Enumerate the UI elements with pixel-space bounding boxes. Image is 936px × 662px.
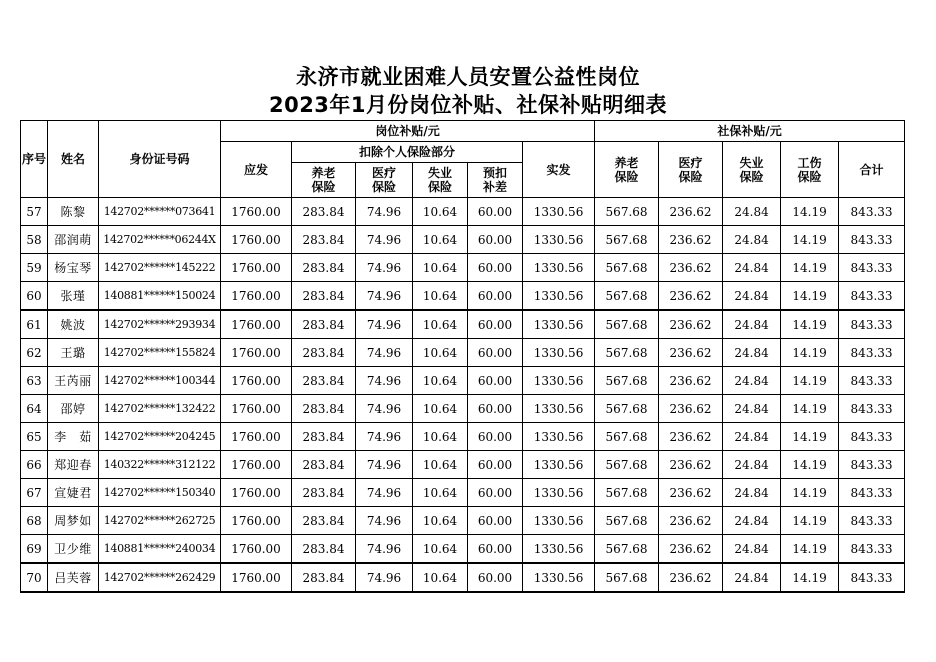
cell-medical: 74.96: [356, 198, 413, 226]
cell-social-medical: 236.62: [659, 563, 723, 592]
header-unemployment-text: 失业保险: [427, 166, 452, 194]
cell-total: 843.33: [839, 282, 905, 311]
cell-name: 郑迎春: [48, 451, 99, 479]
table-row: [21, 507, 905, 535]
cell-social-medical: 236.62: [659, 282, 723, 311]
cell-id: 140322******312122: [99, 451, 221, 479]
cell-medical: 74.96: [356, 367, 413, 395]
cell-pension: 283.84: [292, 479, 356, 507]
cell-medical: 74.96: [356, 310, 413, 339]
table-row: [21, 535, 905, 564]
cell-total: 843.33: [839, 395, 905, 423]
cell-social-unemployment: 24.84: [723, 254, 781, 282]
cell-actual: 1330.56: [523, 282, 595, 311]
cell-unemployment: 10.64: [413, 563, 468, 592]
cell-social-unemployment: 24.84: [723, 310, 781, 339]
cell-payable: 1760.00: [221, 479, 292, 507]
cell-unemployment: 10.64: [413, 339, 468, 367]
cell-payable: 1760.00: [221, 310, 292, 339]
cell-payable: 1760.00: [221, 367, 292, 395]
header-social-pension: [595, 142, 659, 198]
cell-social-unemployment: 24.84: [723, 226, 781, 254]
cell-seq: 60: [21, 282, 48, 311]
header-social-pension-text: 养老保险: [614, 155, 639, 184]
document-title-line-2: 2023年1月份岗位补贴、社保补贴明细表: [268, 93, 668, 117]
cell-id: 142702******293934: [99, 310, 221, 339]
cell-withholding: 60.00: [468, 451, 523, 479]
header-social-medical-text: 医疗保险: [678, 155, 703, 184]
subsidy-table: [20, 120, 905, 593]
cell-social-pension: 567.68: [595, 535, 659, 564]
cell-social-medical: 236.62: [659, 339, 723, 367]
cell-withholding: 60.00: [468, 535, 523, 564]
cell-withholding: 60.00: [468, 507, 523, 535]
header-payable: 应发: [221, 142, 292, 198]
header-pension: [292, 163, 356, 198]
cell-id: 142702******204245: [99, 423, 221, 451]
cell-withholding: 60.00: [468, 339, 523, 367]
cell-social-unemployment: 24.84: [723, 198, 781, 226]
cell-social-medical: 236.62: [659, 423, 723, 451]
cell-social-medical: 236.62: [659, 451, 723, 479]
header-deduct-group: 扣除个人保险部分: [292, 142, 523, 163]
cell-withholding: 60.00: [468, 226, 523, 254]
header-withholding: [468, 163, 523, 198]
cell-actual: 1330.56: [523, 563, 595, 592]
cell-seq: 68: [21, 507, 48, 535]
cell-payable: 1760.00: [221, 395, 292, 423]
cell-pension: 283.84: [292, 282, 356, 311]
cell-payable: 1760.00: [221, 254, 292, 282]
header-social-subsidy: 社保补贴/元: [595, 121, 905, 142]
cell-seq: 58: [21, 226, 48, 254]
cell-seq: 57: [21, 198, 48, 226]
cell-social-pension: 567.68: [595, 226, 659, 254]
cell-medical: 74.96: [356, 339, 413, 367]
cell-total: 843.33: [839, 451, 905, 479]
cell-medical: 74.96: [356, 254, 413, 282]
cell-payable: 1760.00: [221, 282, 292, 311]
cell-payable: 1760.00: [221, 507, 292, 535]
header-pension-text: 养老保险: [311, 166, 336, 194]
cell-pension: 283.84: [292, 395, 356, 423]
cell-medical: 74.96: [356, 423, 413, 451]
cell-social-pension: 567.68: [595, 282, 659, 311]
cell-social-medical: 236.62: [659, 535, 723, 564]
cell-seq: 70: [21, 563, 48, 592]
cell-social-medical: 236.62: [659, 479, 723, 507]
cell-id: 142702******073641: [99, 198, 221, 226]
cell-social-injury: 14.19: [781, 535, 839, 564]
cell-id: 142702******132422: [99, 395, 221, 423]
cell-withholding: 60.00: [468, 423, 523, 451]
cell-seq: 64: [21, 395, 48, 423]
cell-actual: 1330.56: [523, 310, 595, 339]
cell-withholding: 60.00: [468, 479, 523, 507]
cell-social-unemployment: 24.84: [723, 282, 781, 311]
cell-medical: 74.96: [356, 507, 413, 535]
cell-pension: 283.84: [292, 451, 356, 479]
cell-actual: 1330.56: [523, 423, 595, 451]
cell-medical: 74.96: [356, 535, 413, 564]
cell-actual: 1330.56: [523, 226, 595, 254]
cell-id: 140881******240034: [99, 535, 221, 564]
cell-social-injury: 14.19: [781, 226, 839, 254]
cell-withholding: 60.00: [468, 563, 523, 592]
cell-id: 142702******155824: [99, 339, 221, 367]
cell-withholding: 60.00: [468, 367, 523, 395]
cell-social-pension: 567.68: [595, 507, 659, 535]
cell-social-injury: 14.19: [781, 479, 839, 507]
cell-seq: 67: [21, 479, 48, 507]
cell-name: 姚波: [48, 310, 99, 339]
cell-id: 142702******150340: [99, 479, 221, 507]
cell-id: 142702******100344: [99, 367, 221, 395]
cell-social-unemployment: 24.84: [723, 339, 781, 367]
cell-id: 142702******06244X: [99, 226, 221, 254]
cell-total: 843.33: [839, 198, 905, 226]
cell-name: 王璐: [48, 339, 99, 367]
cell-unemployment: 10.64: [413, 395, 468, 423]
header-social-unemployment: [723, 142, 781, 198]
table-row: [21, 310, 905, 339]
header-social-unemployment-text: 失业保险: [739, 155, 764, 184]
cell-withholding: 60.00: [468, 198, 523, 226]
cell-social-unemployment: 24.84: [723, 367, 781, 395]
cell-payable: 1760.00: [221, 563, 292, 592]
cell-seq: 62: [21, 339, 48, 367]
cell-actual: 1330.56: [523, 535, 595, 564]
cell-pension: 283.84: [292, 423, 356, 451]
cell-pension: 283.84: [292, 310, 356, 339]
cell-actual: 1330.56: [523, 198, 595, 226]
table-row: [21, 367, 905, 395]
cell-id: 142702******262429: [99, 563, 221, 592]
cell-name: 吕芙蓉: [48, 563, 99, 592]
cell-social-unemployment: 24.84: [723, 395, 781, 423]
cell-name: 杨宝琴: [48, 254, 99, 282]
cell-social-injury: 14.19: [781, 254, 839, 282]
table-row: [21, 395, 905, 423]
cell-total: 843.33: [839, 339, 905, 367]
cell-seq: 69: [21, 535, 48, 564]
cell-total: 843.33: [839, 367, 905, 395]
cell-pension: 283.84: [292, 563, 356, 592]
cell-social-injury: 14.19: [781, 563, 839, 592]
cell-total: 843.33: [839, 226, 905, 254]
cell-payable: 1760.00: [221, 339, 292, 367]
cell-unemployment: 10.64: [413, 423, 468, 451]
cell-unemployment: 10.64: [413, 282, 468, 311]
cell-pension: 283.84: [292, 198, 356, 226]
cell-payable: 1760.00: [221, 535, 292, 564]
cell-social-injury: 14.19: [781, 451, 839, 479]
header-post-subsidy: 岗位补贴/元: [221, 121, 595, 142]
cell-total: 843.33: [839, 254, 905, 282]
cell-payable: 1760.00: [221, 198, 292, 226]
header-seq: 序号: [21, 121, 48, 198]
cell-social-injury: 14.19: [781, 423, 839, 451]
cell-social-pension: 567.68: [595, 451, 659, 479]
cell-actual: 1330.56: [523, 507, 595, 535]
cell-social-injury: 14.19: [781, 310, 839, 339]
cell-social-medical: 236.62: [659, 367, 723, 395]
header-medical-text: 医疗保险: [371, 166, 396, 194]
cell-seq: 66: [21, 451, 48, 479]
cell-pension: 283.84: [292, 367, 356, 395]
cell-pension: 283.84: [292, 535, 356, 564]
cell-seq: 65: [21, 423, 48, 451]
cell-actual: 1330.56: [523, 479, 595, 507]
cell-social-unemployment: 24.84: [723, 507, 781, 535]
cell-unemployment: 10.64: [413, 226, 468, 254]
cell-social-medical: 236.62: [659, 395, 723, 423]
cell-medical: 74.96: [356, 282, 413, 311]
cell-social-unemployment: 24.84: [723, 479, 781, 507]
cell-social-pension: 567.68: [595, 339, 659, 367]
cell-social-injury: 14.19: [781, 507, 839, 535]
cell-name: 邵润萌: [48, 226, 99, 254]
cell-name: 李 茹: [48, 423, 99, 451]
table-row: [21, 198, 905, 226]
cell-seq: 61: [21, 310, 48, 339]
header-actual: 实发: [523, 142, 595, 198]
cell-medical: 74.96: [356, 563, 413, 592]
cell-social-injury: 14.19: [781, 395, 839, 423]
cell-social-medical: 236.62: [659, 310, 723, 339]
cell-id: 140881******150024: [99, 282, 221, 311]
table-row: [21, 226, 905, 254]
cell-unemployment: 10.64: [413, 254, 468, 282]
cell-seq: 63: [21, 367, 48, 395]
cell-id: 142702******262725: [99, 507, 221, 535]
cell-social-pension: 567.68: [595, 254, 659, 282]
cell-unemployment: 10.64: [413, 507, 468, 535]
cell-social-injury: 14.19: [781, 339, 839, 367]
cell-social-unemployment: 24.84: [723, 535, 781, 564]
cell-withholding: 60.00: [468, 282, 523, 311]
cell-name: 邵婷: [48, 395, 99, 423]
table-row: [21, 451, 905, 479]
cell-total: 843.33: [839, 423, 905, 451]
cell-social-medical: 236.62: [659, 198, 723, 226]
cell-unemployment: 10.64: [413, 310, 468, 339]
cell-unemployment: 10.64: [413, 367, 468, 395]
cell-pension: 283.84: [292, 226, 356, 254]
cell-social-pension: 567.68: [595, 563, 659, 592]
cell-social-pension: 567.68: [595, 310, 659, 339]
cell-social-pension: 567.68: [595, 423, 659, 451]
cell-unemployment: 10.64: [413, 451, 468, 479]
header-unemployment: [413, 163, 468, 198]
cell-payable: 1760.00: [221, 226, 292, 254]
header-medical: [356, 163, 413, 198]
cell-medical: 74.96: [356, 451, 413, 479]
cell-medical: 74.96: [356, 479, 413, 507]
table-row: [21, 282, 905, 311]
cell-social-pension: 567.68: [595, 198, 659, 226]
cell-actual: 1330.56: [523, 395, 595, 423]
cell-name: 卫少维: [48, 535, 99, 564]
cell-withholding: 60.00: [468, 310, 523, 339]
cell-total: 843.33: [839, 563, 905, 592]
cell-withholding: 60.00: [468, 254, 523, 282]
cell-unemployment: 10.64: [413, 479, 468, 507]
cell-actual: 1330.56: [523, 254, 595, 282]
header-social-medical: [659, 142, 723, 198]
cell-name: 周梦如: [48, 507, 99, 535]
table-row: [21, 479, 905, 507]
cell-actual: 1330.56: [523, 339, 595, 367]
cell-unemployment: 10.64: [413, 535, 468, 564]
cell-name: 宣婕君: [48, 479, 99, 507]
cell-social-medical: 236.62: [659, 226, 723, 254]
cell-name: 王芮丽: [48, 367, 99, 395]
table-row: [21, 339, 905, 367]
table-row: [21, 423, 905, 451]
cell-name: 张瑾: [48, 282, 99, 311]
cell-payable: 1760.00: [221, 423, 292, 451]
table-row: [21, 563, 905, 592]
header-total: 合计: [839, 142, 905, 198]
cell-social-medical: 236.62: [659, 507, 723, 535]
cell-medical: 74.96: [356, 226, 413, 254]
cell-pension: 283.84: [292, 507, 356, 535]
cell-social-unemployment: 24.84: [723, 563, 781, 592]
cell-social-unemployment: 24.84: [723, 423, 781, 451]
cell-total: 843.33: [839, 310, 905, 339]
document-title-line-1: 永济市就业困难人员安置公益性岗位: [296, 65, 640, 89]
header-id: 身份证号码: [99, 121, 221, 198]
header-social-injury: [781, 142, 839, 198]
cell-social-injury: 14.19: [781, 198, 839, 226]
cell-id: 142702******145222: [99, 254, 221, 282]
cell-actual: 1330.56: [523, 451, 595, 479]
header-social-injury-text: 工伤保险: [797, 155, 822, 184]
cell-payable: 1760.00: [221, 451, 292, 479]
cell-social-pension: 567.68: [595, 395, 659, 423]
cell-social-injury: 14.19: [781, 367, 839, 395]
cell-social-pension: 567.68: [595, 367, 659, 395]
cell-social-unemployment: 24.84: [723, 451, 781, 479]
cell-total: 843.33: [839, 479, 905, 507]
cell-medical: 74.96: [356, 395, 413, 423]
cell-name: 陈黎: [48, 198, 99, 226]
cell-withholding: 60.00: [468, 395, 523, 423]
cell-total: 843.33: [839, 535, 905, 564]
table-row: [21, 254, 905, 282]
cell-total: 843.33: [839, 507, 905, 535]
cell-pension: 283.84: [292, 339, 356, 367]
header-name: 姓名: [48, 121, 99, 198]
cell-actual: 1330.56: [523, 367, 595, 395]
header-withholding-text: 预扣补差: [482, 166, 507, 194]
cell-pension: 283.84: [292, 254, 356, 282]
cell-social-pension: 567.68: [595, 479, 659, 507]
cell-unemployment: 10.64: [413, 198, 468, 226]
cell-social-injury: 14.19: [781, 282, 839, 311]
cell-social-medical: 236.62: [659, 254, 723, 282]
cell-seq: 59: [21, 254, 48, 282]
